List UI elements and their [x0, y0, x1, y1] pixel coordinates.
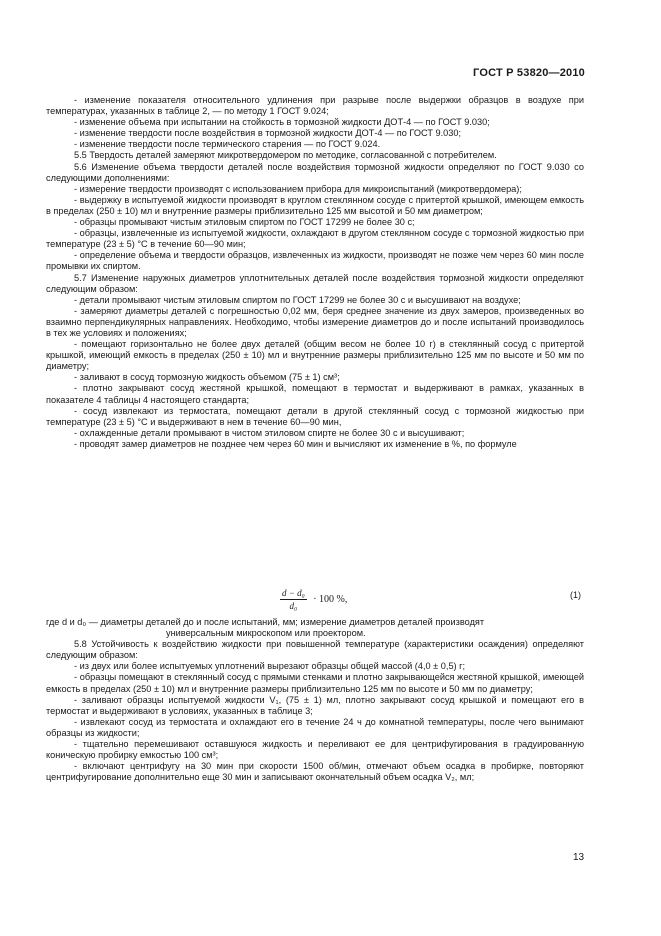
- text-block-bottom: [46, 617, 584, 783]
- paragraph: - изменение твердости после воздействия в тормозной жидкости ДОТ-4 — по ГОСТ 9.030;: [74, 128, 462, 139]
- formula: [280, 588, 347, 611]
- formula-multiplier: · 100 %,: [313, 594, 348, 605]
- paragraph: - определение объема и твердости образцов, извлеченных из жидкости, производят не позже чем через 60 мин после промывки их спиртом.: [46, 250, 584, 272]
- paragraph: - проводят замер диаметров не позднее чем через 60 мин и вычисляют их изменение в %, по формуле: [74, 438, 517, 449]
- paragraph: - измерение твердости производят с использованием прибора для микроиспытаний (микротвердомера);: [74, 183, 522, 194]
- paragraph: - изменение объема при испытании на стойкость в тормозной жидкости ДОТ-4 — по ГОСТ 9.030;: [74, 117, 490, 128]
- paragraph: - образцы, извлеченные из испытуемой жидкости, охлаждают в другом стеклянном сосуде с тормозной жидкостью при температуре (23 ± 5) °С в течение 60—90 мин;: [46, 228, 584, 250]
- paragraph: - образцы промывают чистым этиловым спиртом по ГОСТ 17299 не более 30 с;: [74, 217, 415, 228]
- page-number: 13: [573, 852, 585, 863]
- paragraph: - сосуд извлекают из термостата, помещают детали в другой стеклянный сосуд с тормозной жидкостью при температуре (23 ± 5) °С и выдерживают в нем в течение 60—90 мин,: [46, 405, 584, 427]
- text-block-top: [46, 95, 584, 450]
- paragraph: - тщательно перемешивают оставшуюся жидкость и переливают ее для центрифугирования в градуированную коническую пробирку емкостью 100 см³;: [46, 739, 584, 761]
- paragraph: - плотно закрывают сосуд жестяной крышкой, помещают в термостат и выдерживают в рамках, указанных в показателе 4 таблицы 4 настоящего стандарта;: [46, 383, 584, 405]
- paragraph: - изменение твердости после термического старения — по ГОСТ 9.024.: [74, 139, 381, 150]
- paragraph: - замеряют диаметры деталей с погрешностью 0,02 мм, беря среднее значение из двух замеров, произведенных во взаимно перпендикулярных направлениях. Необходимо, чтобы измерение диаметров до и после испытаний производилось в тех же условиях и положениях;: [46, 305, 584, 338]
- formula-fraction: [280, 588, 307, 611]
- paragraph: 5.5 Твердость деталей замеряют микротвердомером по методике, согласованной с потребителем.: [74, 150, 497, 161]
- paragraph: 5.7 Изменение наружных диаметров уплотнительных деталей после воздействия тормозной жидкости определяют следующим образом:: [46, 272, 584, 294]
- paragraph: - детали промывают чистым этиловым спиртом по ГОСТ 17299 не более 30 с и высушивают на воздухе;: [74, 294, 521, 305]
- paragraph: - изменение показателя относительного удлинения при разрыве после выдержки образцов в воздухе при температурах, указанных в таблице 2, — по методу 1 ГОСТ 9.024;: [46, 95, 584, 117]
- formula-legend: где d и d₀ — диаметры деталей до и после испытаний, мм; измерение диаметров деталей производят: [46, 617, 485, 627]
- paragraph: 5.6 Изменение объема твердости деталей после воздействия тормозной жидкости определяют по ГОСТ 9.030 со следующими дополнениями:: [46, 161, 584, 183]
- paragraph: - помещают горизонтально не более двух деталей (общим весом не более 10 г) в стеклянный сосуд с притертой крышкой, имеющий емкость в пределах (250 ± 10) мл и внутренние размеры приблизительно 125 мм по высоте и 50 мм по диаметру;: [46, 339, 584, 372]
- paragraph: - из двух или более испытуемых уплотнений вырезают образцы общей массой (4,0 ± 0,5) г;: [74, 661, 466, 672]
- paragraph: - заливают в сосуд тормозную жидкость объемом (75 ± 1) см³;: [74, 372, 340, 383]
- paragraph: - охлажденные детали промывают в чистом этиловом спирте не более 30 с и высушивают;: [74, 427, 465, 438]
- paragraph: - извлекают сосуд из термостата и охлаждают его в течение 24 ч до комнатной температуры, после чего вынимают образцы из жидкости;: [46, 716, 584, 738]
- paragraph: - включают центрифугу на 30 мин при скорости 1500 об/мин, отмечают объем осадка в пробирке, повторяют центрифугирование дополнительно еще 30 мин и записывают окончательный объем осадка V₂, мл;: [46, 761, 584, 783]
- formula-denominator: d₀: [289, 601, 298, 611]
- formula-numerator: d − d₀: [282, 588, 305, 598]
- paragraph: 5.8 Устойчивость к воздействию жидкости при повышенной температуре (характеристики осаждения) определяют следующим образом:: [46, 639, 584, 661]
- paragraph: - образцы помещают в стеклянный сосуд с прямыми стенками и плотно закрывающейся жестяной крышкой, имеющей емкость в пределах (250 ± 10) мл и внутренние размеры приблизительно 125 мм по высоте и 50 мм по диаметру;: [46, 672, 584, 694]
- document-header: ГОСТ Р 53820—2010: [473, 67, 585, 79]
- paragraph: - заливают образцы испытуемой жидкости V₁, (75 ± 1) мл, плотно закрывают сосуд крышкой и помещают его в термостат и выдерживают в условиях, указанных в таблице 3;: [46, 694, 584, 716]
- equation-number: (1): [570, 590, 581, 600]
- paragraph: - выдержку в испытуемой жидкости производят в круглом стеклянном сосуде с притертой крышкой, имеющем емкость в пределах (250 ± 10) мл и внутренние размеры приблизительно 125 мм высотой и 50 мм диаметром;: [46, 194, 584, 216]
- formula-legend-cont: универсальным микроскопом или проектором.: [166, 628, 366, 639]
